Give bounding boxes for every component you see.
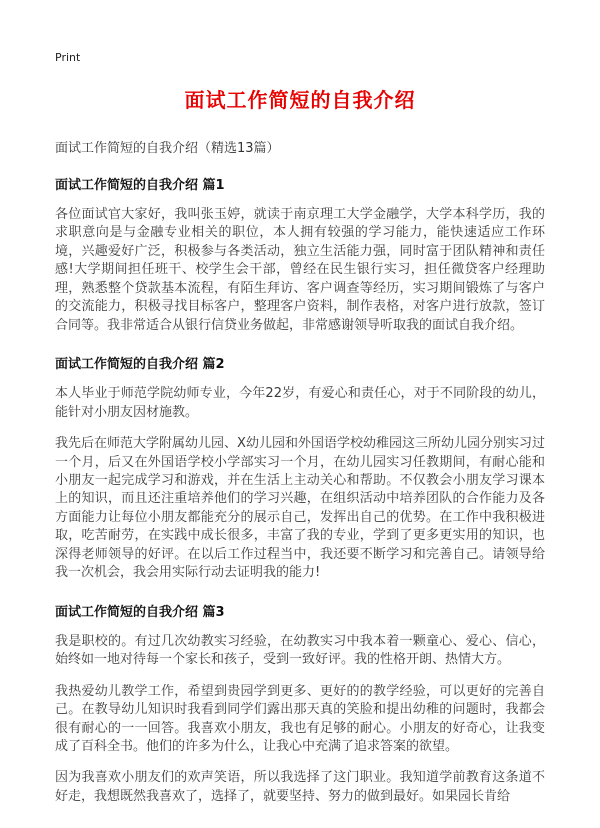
- page-title: 面试工作简短的自我介绍: [184, 88, 416, 112]
- paragraph: 本人毕业于师范学院幼师专业，今年22岁，有爱心和责任心，对于不同阶段的幼儿，能针对小朋友因材施教。: [55, 386, 545, 420]
- paragraph: 因为我喜欢小朋友们的欢声笑语，所以我选择了这门职业。我知道学前教育这条道不好走，我想既然我喜欢了，选择了，就要坚持、努力的做到最好。如果园长肯给: [55, 770, 545, 804]
- page-subtitle: 面试工作简短的自我介绍（精选13篇）: [55, 141, 280, 156]
- section-heading: 面试工作简短的自我介绍 篇1: [55, 178, 225, 193]
- section-2: [55, 353, 545, 583]
- section-heading: 面试工作简短的自我介绍 篇2: [55, 357, 225, 373]
- paragraph: 我是职校的。有过几次幼教实习经验，在幼教实习中我本着一颗童心、爱心、信心，始终如一地对待每一个家长和孩子，受到一致好评。我的性格开朗、热情大方。: [55, 633, 545, 668]
- section-1: [55, 174, 545, 335]
- paragraph: 我热爱幼儿教学工作，希望到贵园学到更多、更好的的教学经验，可以更好的完善自己。在教导幼儿知识时我看到同学们露出那天真的笑脸和提出幼稚的问题时，我都会很有耐心的一一回答。我喜欢小朋友，我也有足够的耐心。小朋友的好奇心，让我变成了百科全书。他们的许多为什么，让我心中充满了追求答案的欲望。: [55, 683, 545, 754]
- section-3: [55, 601, 545, 807]
- paragraph: 我先后在师范大学附属幼儿园、X幼儿园和外国语学校幼稚园这三所幼儿园分别实习过一个月，后又在外国语学校小学部实习一个月，在幼儿园实习任教期间，有耐心能和小朋友一起完成学习和游戏，并在生活上主动关心和帮助。不仅教会小朋友学习课本上的知识，而且还注重培养他们的学习兴趣，在组织活动中培养团队的合作能力及各方面能力让每位小朋友都能充分的展示自己，发挥出自己的优势。在工作中我积极进取，吃苦耐劳，在实践中成长很多，丰富了我的专业，学到了更多更实用的知识，也深得老师领导的好评。在以后工作过程当中，我还要不断学习和完善自己。请领导给我一次机会，我会用实际行动去证明我的能力!: [55, 436, 545, 581]
- section-heading: 面试工作简短的自我介绍 篇3: [55, 604, 225, 620]
- paragraph: 各位面试官大家好，我叫张玉婷，就读于南京理工大学金融学，大学本科学历，我的求职意向是与金融专业相关的职位，本人拥有较强的学习能力，能快速适应工作环境，兴趣爱好广泛，积极参与各类活动，独立生活能力强，同时富于团队精神和责任感!大学期间担任班干、校学生会干部，曾经在民生银行实习，担任微贷客户经理助理，熟悉整个贷款基本流程，有陌生拜访、客户调查等经历，实习期间锻炼了与客户的交流能力，积极寻找目标客户，整理客户资料，制作表格，对客户进行放款，签订合同等。我非常适合从银行信贷业务做起，非常感谢领导听取我的面试自我介绍。: [55, 207, 545, 333]
- print-button[interactable]: Print: [55, 51, 81, 64]
